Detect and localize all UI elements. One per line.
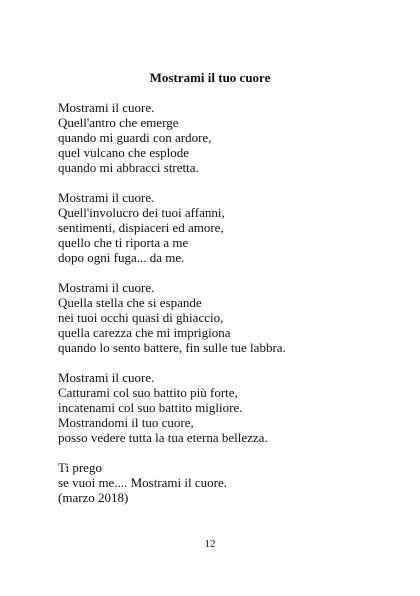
poem-line: Ti prego xyxy=(58,460,102,475)
stanza xyxy=(58,460,388,505)
poem-line: Mostrami il cuore. xyxy=(58,370,155,385)
poem-line: incatenami col suo battito migliore. xyxy=(58,400,243,415)
poem-line: quando lo sento battere, fin sulle tue labbra. xyxy=(58,340,286,355)
poem-line: quel vulcano che esplode xyxy=(58,145,190,160)
poem-line: Quell'involucro dei tuoi affanni, xyxy=(58,205,225,220)
poem-line: quando mi guardi con ardore, xyxy=(58,130,212,145)
page-number: 12 xyxy=(204,538,216,550)
poem-line: Mostrami il cuore. xyxy=(58,190,155,205)
poem-line: posso vedere tutta la tua eterna bellezza. xyxy=(58,430,268,445)
poem-line: Quell'antro che emerge xyxy=(58,115,179,130)
poem-line: Mostrami il cuore. xyxy=(58,100,155,115)
stanza xyxy=(58,190,388,265)
poem-title: Mostrami il tuo cuore xyxy=(149,70,271,85)
poem-line: se vuoi me.... Mostrami il cuore. xyxy=(58,475,227,490)
poem-line: Quella stella che si espande xyxy=(58,295,202,310)
poem-line: dopo ogni fuga... da me. xyxy=(58,250,185,265)
stanza xyxy=(58,100,388,175)
poem-line: quella carezza che mi imprigiona xyxy=(58,325,231,340)
poem-line: Mostrandomi il tuo cuore, xyxy=(58,415,194,430)
poem-line: nei tuoi occhi quasi di ghiaccio, xyxy=(58,310,224,325)
stanza xyxy=(58,280,388,355)
poem-line: Mostrami il cuore. xyxy=(58,280,155,295)
poem-line: quando mi abbracci stretta. xyxy=(58,160,199,175)
poem-line: sentimenti, dispiaceri ed amore, xyxy=(58,220,224,235)
poem-line: Catturami col suo battito più forte, xyxy=(58,385,238,400)
poem-body xyxy=(58,100,388,520)
stanza xyxy=(58,370,388,445)
poem-date: (marzo 2018) xyxy=(58,490,129,505)
poem-line: quello che ti riporta a me xyxy=(58,235,189,250)
